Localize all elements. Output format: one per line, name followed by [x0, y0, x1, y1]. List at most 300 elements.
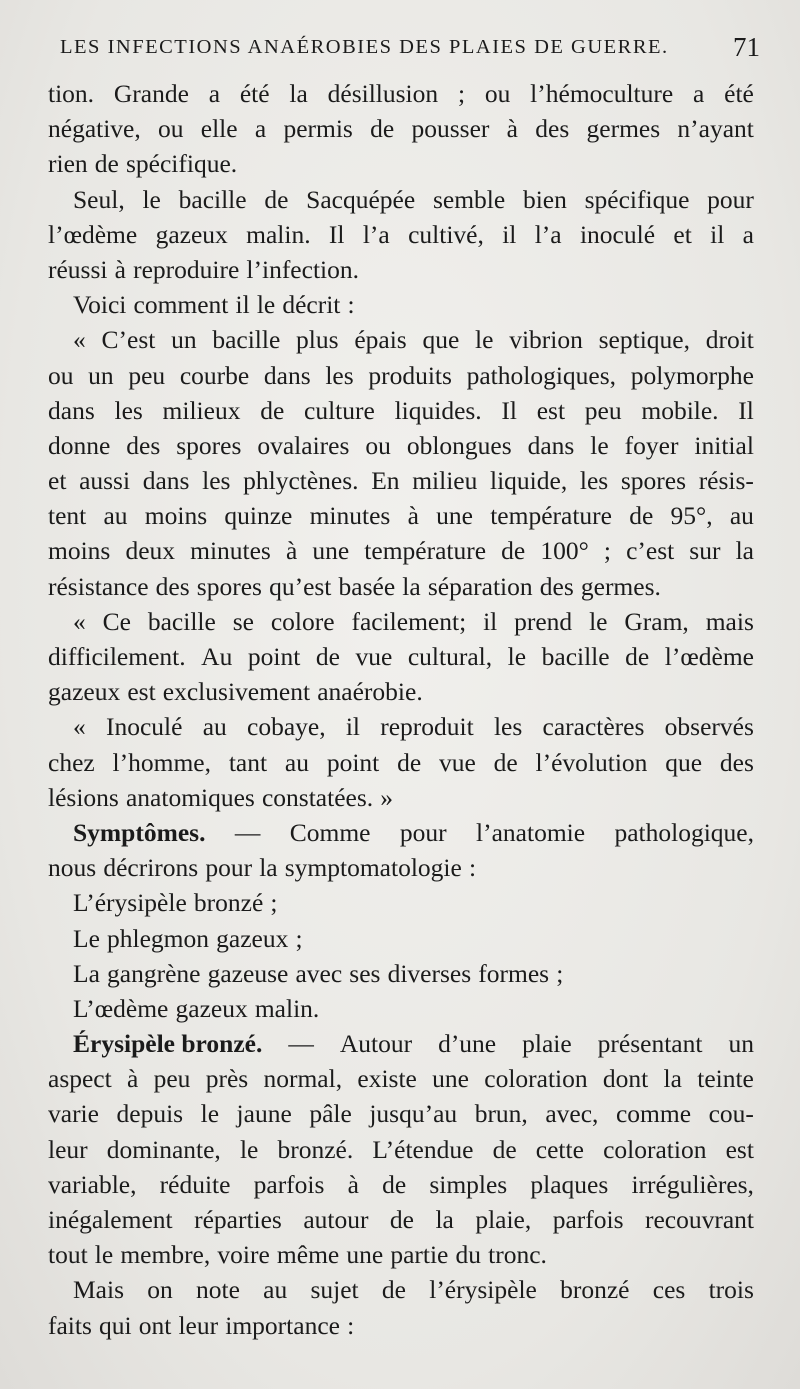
- word: des: [539, 571, 574, 601]
- word: un: [728, 1029, 754, 1059]
- word: normal,: [263, 1064, 343, 1094]
- word: l’évolution: [535, 747, 648, 777]
- word: pâle: [309, 1099, 352, 1129]
- word: les: [202, 466, 231, 496]
- run-in-heading: Symptômes.: [73, 817, 206, 847]
- word: de: [382, 1169, 407, 1199]
- word: spores: [620, 466, 687, 496]
- word: été: [239, 79, 270, 108]
- word: au: [103, 501, 128, 531]
- word: ;: [556, 958, 564, 988]
- word: irrégulières,: [631, 1169, 754, 1199]
- word: peu: [128, 360, 166, 390]
- word: ;: [457, 79, 466, 108]
- word: plus: [296, 325, 339, 355]
- word: désillusion: [327, 79, 439, 108]
- word: le: [590, 430, 609, 460]
- word: initial: [694, 430, 754, 460]
- word: a: [208, 79, 221, 108]
- word: formes: [478, 958, 550, 988]
- text-line: [48, 358, 754, 393]
- word: dans: [263, 360, 311, 390]
- word: phlyctènes.: [243, 466, 359, 496]
- word: l’érysipèle: [429, 1275, 537, 1305]
- word: spores: [176, 430, 242, 460]
- text-line: [48, 1272, 754, 1307]
- word: ont: [138, 1310, 172, 1340]
- word: ou: [365, 430, 391, 460]
- word: et: [48, 466, 67, 496]
- text-line: [48, 1167, 754, 1202]
- word: «: [73, 712, 86, 742]
- word: d’une: [438, 1029, 497, 1059]
- text-line: [48, 1096, 754, 1131]
- word: les: [114, 395, 143, 425]
- word: ou: [158, 114, 184, 144]
- word: Gram,: [624, 606, 689, 636]
- word: et: [673, 219, 692, 249]
- word: minutes: [190, 536, 271, 566]
- word: a: [254, 114, 267, 144]
- body-text: [48, 76, 754, 1343]
- word: résistance: [48, 571, 149, 601]
- text-line: [48, 885, 754, 920]
- word: Le: [73, 923, 100, 953]
- word: point: [326, 747, 380, 777]
- word: Sacquépée: [306, 184, 416, 214]
- word: Seul,: [73, 184, 125, 214]
- word: droit: [705, 325, 754, 355]
- word: L’érysipèle: [73, 888, 187, 918]
- word: qu’est: [269, 571, 332, 601]
- word: résis-: [698, 466, 754, 496]
- word: réussi: [48, 254, 108, 284]
- word: réduite: [159, 1169, 231, 1199]
- word: diverses: [387, 958, 472, 988]
- word: le: [239, 1134, 259, 1164]
- word: deux: [125, 536, 176, 566]
- word: de: [625, 642, 650, 671]
- word: inoculé: [579, 219, 656, 249]
- word: reproduire: [133, 254, 240, 284]
- word: un: [88, 360, 114, 390]
- word: germes: [586, 114, 661, 144]
- word: Au: [201, 642, 233, 671]
- word: reproduit: [380, 712, 474, 742]
- word: «: [73, 606, 86, 636]
- word: de: [370, 114, 395, 144]
- word: L’étendue: [372, 1134, 474, 1164]
- word: des: [535, 114, 570, 144]
- word: le: [475, 325, 494, 355]
- word: »: [380, 782, 394, 812]
- text-line: [48, 1026, 754, 1061]
- running-head-title: LES INFECTIONS ANAÉROBIES DES PLAIES DE GUERRE.: [60, 36, 669, 58]
- word: spécifique.: [125, 149, 238, 179]
- word: bien: [522, 184, 567, 214]
- word: :: [347, 290, 355, 320]
- word: bronzé.: [277, 1134, 354, 1164]
- word: près: [205, 1064, 249, 1094]
- word: ;: [295, 923, 303, 953]
- word: des: [155, 571, 190, 601]
- word: jaune: [236, 1099, 292, 1129]
- word: ;: [270, 888, 278, 918]
- word: à: [407, 501, 419, 531]
- page-number: 71: [733, 32, 760, 62]
- word: bronzé: [193, 888, 264, 918]
- word: au: [263, 1275, 288, 1305]
- word: donne: [48, 430, 111, 460]
- text-line: [48, 393, 754, 428]
- word: Ce: [102, 606, 131, 636]
- word: L’œdème: [73, 993, 169, 1023]
- word: décrirons: [103, 853, 199, 883]
- word: le: [507, 642, 527, 671]
- word: tout: [48, 1240, 88, 1270]
- text-line: [48, 815, 754, 850]
- word: tent: [48, 501, 87, 531]
- word: Inoculé: [105, 712, 183, 742]
- word: chez: [48, 747, 95, 777]
- word: Il: [738, 395, 754, 425]
- word: partie: [390, 1240, 449, 1270]
- word: l’hémoculture: [530, 79, 674, 108]
- word: permis: [283, 114, 353, 144]
- word: ou: [48, 360, 74, 390]
- word: séparation: [427, 571, 533, 601]
- word: a: [742, 219, 754, 249]
- word: à: [506, 114, 518, 144]
- word: malin.: [254, 993, 320, 1023]
- word: des: [719, 747, 754, 777]
- word: tronc.: [488, 1240, 547, 1270]
- text-line: [48, 111, 754, 146]
- word: varie: [48, 1099, 99, 1129]
- word: présentant: [597, 1029, 703, 1059]
- word: il: [502, 219, 517, 249]
- word: est: [725, 1134, 754, 1164]
- word: recouvrant: [644, 1205, 754, 1234]
- text-line: [48, 569, 754, 604]
- word: «: [73, 325, 86, 355]
- text-line: [48, 991, 754, 1026]
- word: gazeux: [175, 993, 248, 1023]
- word: une: [436, 501, 473, 531]
- word: au: [729, 501, 754, 531]
- word: la: [402, 571, 421, 601]
- word: membre,: [120, 1240, 211, 1270]
- word: coloration: [603, 1134, 707, 1164]
- word: malin.: [246, 219, 311, 249]
- word: température: [490, 501, 612, 531]
- word: parfois: [552, 1205, 624, 1234]
- text-line: [48, 639, 754, 674]
- word: à: [285, 536, 298, 566]
- word: le: [200, 1099, 220, 1129]
- word: l’homme,: [112, 747, 211, 777]
- word: basée: [338, 571, 396, 601]
- word: brun,: [474, 1099, 528, 1129]
- word: culture: [304, 395, 375, 425]
- word: :: [347, 1310, 355, 1340]
- word: germes.: [580, 571, 661, 601]
- word: colore: [270, 606, 335, 636]
- word: de: [493, 747, 518, 777]
- word: aspect: [48, 1064, 112, 1094]
- word: point: [247, 642, 301, 671]
- word: plaie: [522, 1029, 572, 1059]
- word: il: [483, 606, 498, 636]
- word: bacille: [212, 325, 281, 355]
- word: au: [202, 712, 227, 742]
- word: avec,: [545, 1099, 599, 1129]
- word: moins: [48, 536, 111, 566]
- word: bacille: [541, 642, 610, 671]
- word: leur: [48, 1134, 88, 1164]
- word: de: [260, 395, 285, 425]
- word: vue: [355, 642, 393, 671]
- word: dans: [142, 466, 190, 496]
- word: l’anatomie: [476, 817, 586, 847]
- word: les: [325, 360, 354, 390]
- word: sujet: [310, 1275, 359, 1305]
- word: liquide,: [490, 466, 568, 496]
- word: gazeuse: [207, 958, 289, 988]
- word: à: [127, 1064, 139, 1094]
- word: gazeux: [216, 923, 289, 953]
- text-line: [48, 76, 754, 111]
- word: lésions: [48, 782, 119, 812]
- word: tion.: [48, 79, 95, 108]
- word: l’a: [362, 219, 390, 249]
- text-line: [48, 182, 754, 217]
- word: parfois: [253, 1169, 325, 1199]
- word: leur: [178, 1310, 219, 1340]
- word: —: [288, 1029, 314, 1059]
- word: existe: [357, 1064, 417, 1094]
- word: cobaye,: [247, 712, 326, 742]
- word: été: [724, 79, 754, 108]
- word: vibrion: [509, 325, 583, 355]
- word: foyer: [624, 430, 679, 460]
- word: à: [114, 254, 126, 284]
- word: 95°,: [670, 501, 713, 531]
- word: anaérobie.: [317, 677, 423, 707]
- word: comment: [133, 290, 229, 320]
- word: décrit: [282, 290, 341, 320]
- word: spores: [196, 571, 262, 601]
- word: qui: [99, 1310, 132, 1340]
- word: elle: [200, 114, 238, 144]
- word: milieu: [412, 466, 478, 496]
- word: ses: [349, 958, 381, 988]
- word: même: [276, 1240, 340, 1270]
- word: mobile.: [641, 395, 719, 425]
- word: le: [94, 1240, 114, 1270]
- word: C’est: [101, 325, 156, 355]
- text-line: [48, 709, 754, 744]
- word: la: [435, 1205, 454, 1234]
- word: c’est: [626, 536, 675, 566]
- word: plaie,: [475, 1205, 532, 1234]
- word: on: [147, 1275, 173, 1305]
- text-line: [48, 1308, 754, 1343]
- word: pour: [205, 853, 253, 883]
- word: nous: [48, 853, 97, 883]
- word: le: [142, 184, 161, 214]
- word: le: [589, 606, 608, 636]
- word: tant: [228, 747, 268, 777]
- word: produits: [368, 360, 452, 390]
- text-line: [48, 921, 754, 956]
- text-line: [48, 1061, 754, 1096]
- run-in-heading: Érysipèle bronzé.: [73, 1029, 263, 1059]
- word: un: [171, 325, 197, 355]
- word: oblongues: [406, 430, 512, 460]
- word: observés: [664, 712, 754, 742]
- word: pour: [707, 184, 754, 214]
- text-line: [48, 287, 754, 322]
- word: la: [259, 853, 278, 883]
- word: constatées.: [261, 782, 374, 812]
- word: cultural,: [407, 642, 493, 671]
- word: bronzé: [560, 1275, 630, 1305]
- word: à: [347, 1169, 359, 1199]
- word: de: [315, 642, 340, 671]
- word: facilement;: [351, 606, 467, 636]
- word: l’œdème: [664, 642, 754, 671]
- word: minutes: [309, 501, 391, 531]
- word: négative,: [48, 114, 141, 144]
- word: semble: [432, 184, 506, 214]
- word: dans: [527, 430, 575, 460]
- text-line: [48, 1132, 754, 1167]
- word: moins: [144, 501, 208, 531]
- word: comme: [615, 1099, 692, 1129]
- text-line: [48, 533, 754, 568]
- word: jusqu’au: [369, 1099, 458, 1129]
- word: de: [629, 501, 654, 531]
- word: est: [536, 395, 566, 425]
- word: gazeux: [155, 219, 228, 249]
- word: simples: [429, 1169, 508, 1199]
- word: gazeux: [48, 677, 121, 707]
- word: ;: [603, 536, 611, 566]
- text-line: [48, 217, 754, 252]
- word: importance: [225, 1310, 340, 1340]
- word: pousser: [411, 114, 490, 144]
- word: exclusivement: [162, 677, 311, 707]
- word: Il: [328, 219, 345, 249]
- word: que: [422, 325, 460, 355]
- word: dominante,: [106, 1134, 221, 1164]
- word: de: [381, 1275, 406, 1305]
- word: autour: [303, 1205, 369, 1234]
- text-line: [48, 850, 754, 885]
- word: caractères: [542, 712, 645, 742]
- text-line: [48, 463, 754, 498]
- word: l’œdème: [48, 219, 138, 249]
- word: il: [345, 712, 360, 742]
- word: teinte: [697, 1064, 754, 1094]
- word: faits: [48, 1310, 92, 1340]
- word: la: [289, 79, 308, 108]
- text-line: [48, 604, 754, 639]
- word: difficilement.: [48, 642, 186, 671]
- word: vue: [438, 747, 476, 777]
- word: inégalement: [48, 1205, 173, 1234]
- word: température: [364, 536, 487, 566]
- word: pathologique,: [614, 817, 754, 847]
- word: Mais: [73, 1275, 124, 1305]
- word: ovalaires: [257, 430, 350, 460]
- word: spécifique: [584, 184, 690, 214]
- word: quinze: [224, 501, 293, 531]
- word: voire: [217, 1240, 270, 1270]
- word: phlegmon: [107, 923, 210, 953]
- word: des: [126, 430, 161, 460]
- word: pathologiques,: [466, 360, 617, 390]
- word: mais: [705, 606, 754, 636]
- text-line: [48, 498, 754, 533]
- word: de: [397, 747, 422, 777]
- word: note: [196, 1275, 240, 1305]
- word: avec: [295, 958, 343, 988]
- word: bacille: [178, 184, 247, 214]
- word: gangrène: [107, 958, 201, 988]
- word: il: [710, 219, 725, 249]
- word: Il: [501, 395, 517, 425]
- word: plaques: [530, 1169, 609, 1199]
- word: les: [493, 712, 523, 742]
- word: liquides.: [394, 395, 482, 425]
- page-header: [60, 34, 760, 68]
- word: n’ayant: [677, 114, 754, 144]
- word: une: [312, 536, 350, 566]
- text-line: [48, 780, 754, 815]
- word: épais: [354, 325, 407, 355]
- word: se: [232, 606, 254, 636]
- text-line: [48, 1237, 754, 1272]
- word: pour: [399, 817, 447, 847]
- text-line: [48, 956, 754, 991]
- word: dans: [48, 395, 95, 425]
- word: les: [579, 466, 609, 496]
- word: courbe: [179, 360, 250, 390]
- word: Voici: [73, 290, 127, 320]
- word: Comme: [289, 817, 371, 847]
- word: ces: [652, 1275, 686, 1305]
- word: prend: [514, 606, 573, 636]
- word: depuis: [116, 1099, 184, 1129]
- word: septique,: [598, 325, 690, 355]
- word: —: [234, 817, 261, 847]
- word: 100°: [540, 536, 589, 566]
- word: anatomiques: [125, 782, 255, 812]
- word: :: [468, 853, 477, 883]
- word: variable,: [48, 1169, 137, 1199]
- word: que: [665, 747, 703, 777]
- word: au: [284, 747, 309, 777]
- word: une: [432, 1064, 469, 1094]
- text-line: [48, 745, 754, 780]
- word: il: [235, 290, 250, 320]
- word: Autour: [339, 1029, 413, 1059]
- text-line: [48, 252, 754, 287]
- word: En: [371, 466, 400, 496]
- text-line: [48, 322, 754, 357]
